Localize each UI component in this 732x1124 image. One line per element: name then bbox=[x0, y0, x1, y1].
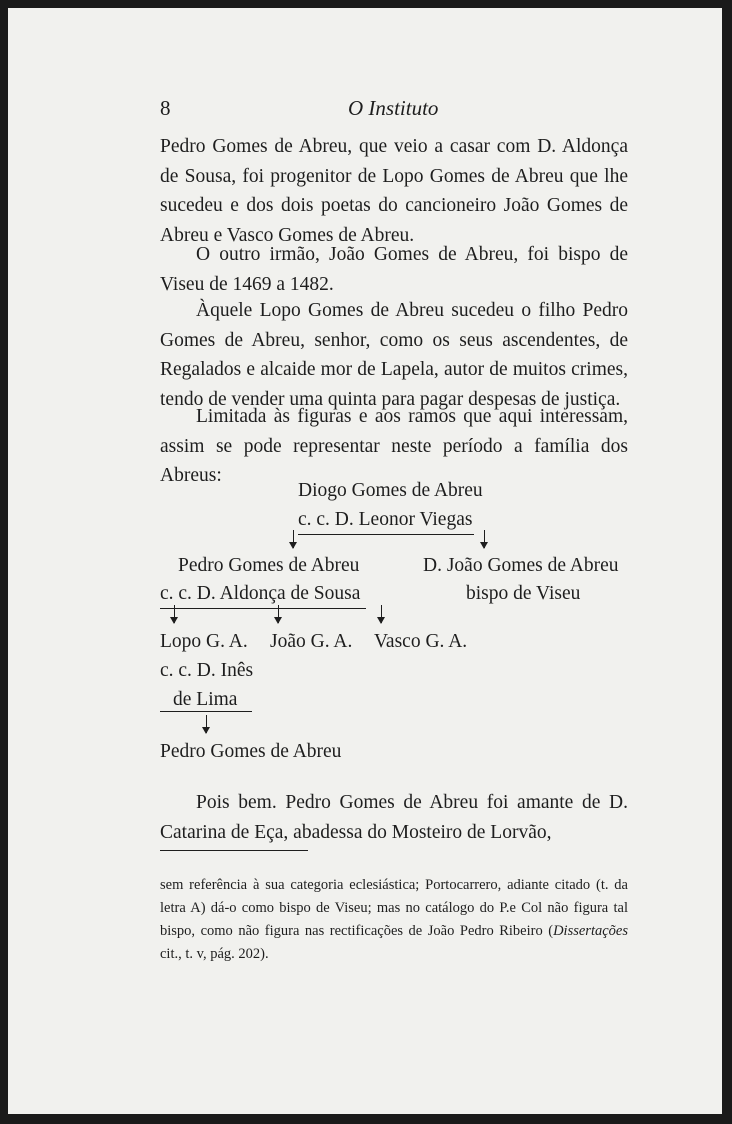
tree-lopo-spouse-line1: c. c. D. Inês bbox=[160, 660, 254, 681]
paragraph-5: Pois bem. Pedro Gomes de Abreu foi amante de D. Catarina de Eça, abadessa do Mosteiro de Lorvão, bbox=[160, 792, 628, 843]
tree-grandchild-lopo: Lopo G. A. bbox=[160, 631, 248, 652]
tree-child2-name: D. João Gomes de Abreu bbox=[423, 555, 619, 576]
footnote-text-2: cit., t. v, pág. 202). bbox=[160, 946, 269, 962]
tree-child2-note: bispo de Viseu bbox=[466, 583, 581, 604]
tree-great-grandchild: Pedro Gomes de Abreu bbox=[160, 741, 342, 762]
tree-underline bbox=[160, 711, 252, 712]
tree-grandchild-joao: João G. A. bbox=[270, 631, 353, 652]
footnote-italic-title: Dissertações bbox=[553, 923, 628, 939]
book-page bbox=[8, 8, 722, 1114]
paragraph-3: Àquele Lopo Gomes de Abreu sucedeu o filho Pedro Gomes de Abreu, senhor, como os seus ascendentes, de Regalados e alcaide mor de Lapela, autor de muitos crimes, tendo de vender uma quinta para pagar despesas de justiça. bbox=[160, 300, 628, 410]
footnote-rule bbox=[160, 850, 308, 851]
paragraph-1: Pedro Gomes de Abreu, que veio a casar com D. Aldonça de Sousa, foi progenitor de Lopo Gomes de Abreu que lhe sucedeu e dos dois poetas do cancioneiro João Gomes de Abreu e Vasco Gomes de Abreu. bbox=[160, 136, 628, 246]
page-number: 8 bbox=[160, 96, 171, 120]
tree-child1-name: Pedro Gomes de Abreu bbox=[178, 555, 360, 576]
footnote bbox=[160, 874, 628, 966]
tree-grandchild-vasco: Vasco G. A. bbox=[374, 631, 468, 652]
tree-lopo-spouse-line2: de Lima bbox=[173, 689, 238, 710]
tree-root-spouse: c. c. D. Leonor Viegas bbox=[298, 505, 474, 535]
tree-child1-spouse: c. c. D. Aldonça de Sousa bbox=[160, 579, 366, 609]
paragraph-4: Limitada às figuras e aos ramos que aqui interessam, assim se pode representar neste período a família dos Abreus: bbox=[160, 406, 628, 486]
running-head: O Instituto bbox=[348, 96, 439, 120]
tree-root-name: Diogo Gomes de Abreu bbox=[298, 480, 483, 501]
footnote-text-1: sem referência à sua categoria eclesiástica; Portocarrero, adiante citado (t. da letra A) dá-o como bispo de Viseu; mas no catálogo do P.e Col não figura tal bispo, como não figura nas rectificações de João Pedro Ribeiro ( bbox=[160, 877, 628, 939]
paragraph-2: O outro irmão, João Gomes de Abreu, foi bispo de Viseu de 1469 a 1482. bbox=[160, 244, 628, 295]
